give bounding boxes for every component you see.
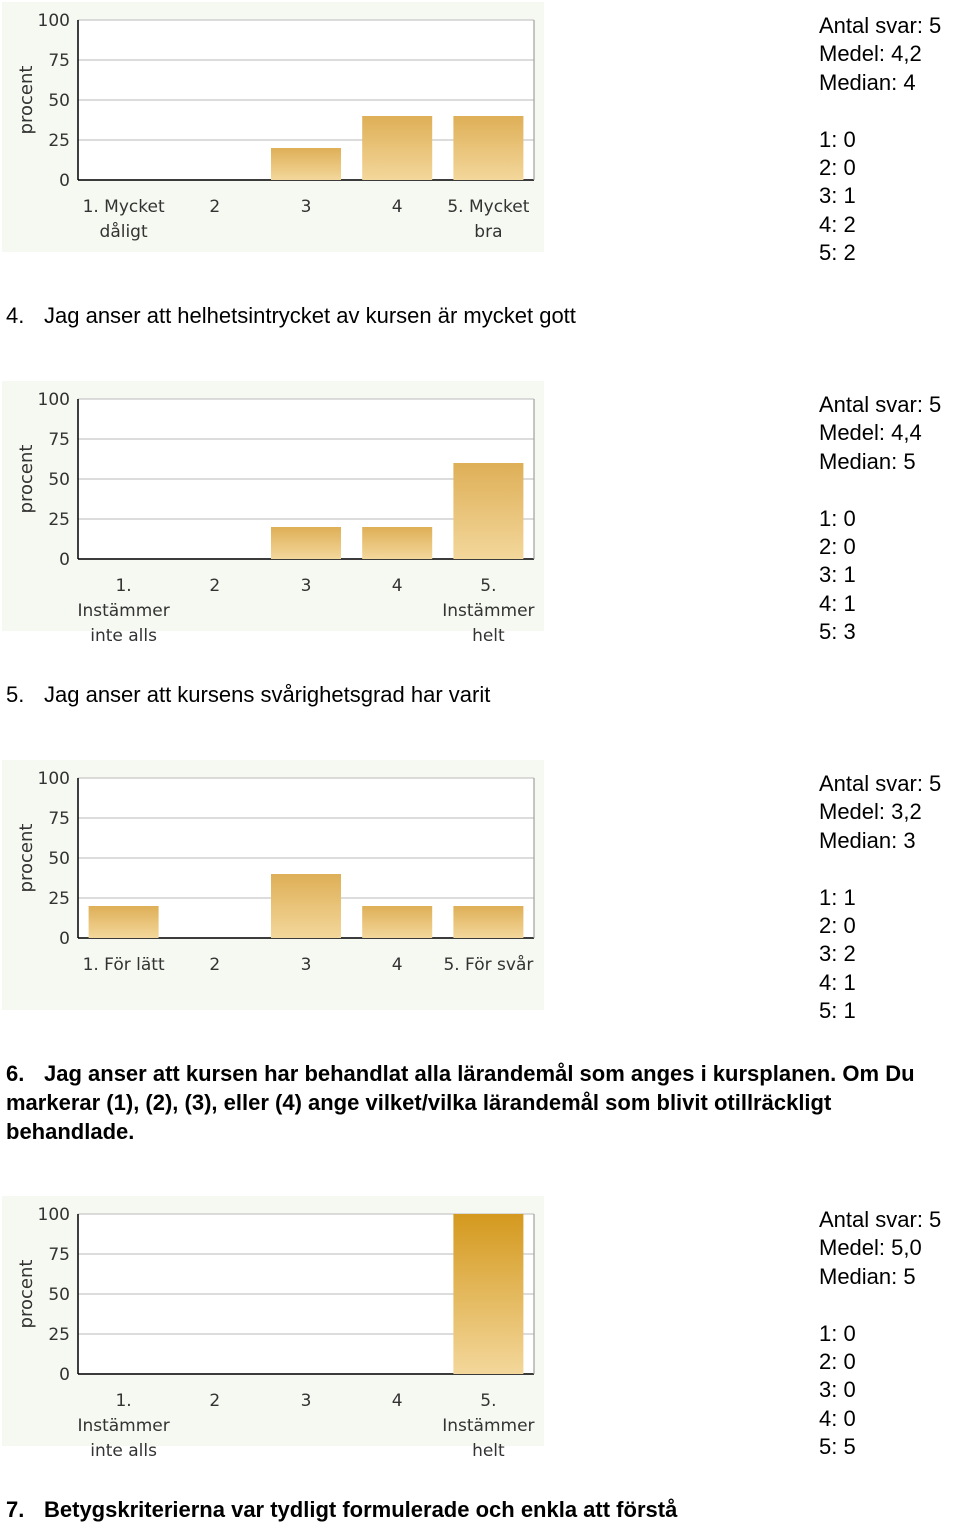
chart-panel-3	[0, 758, 546, 1014]
dist-1: 1: 0	[819, 1320, 856, 1346]
stats-block-2	[819, 391, 941, 647]
antal-svar: Antal svar: 5	[819, 1207, 942, 1232]
x-tick-label: 3	[300, 197, 312, 217]
y-tick-label: 75	[48, 430, 70, 450]
bar	[271, 148, 341, 180]
stats-block-3	[819, 770, 941, 1026]
dist-4: 4: 1	[819, 969, 856, 995]
bar	[89, 906, 159, 938]
medel: Medel: 3,2	[819, 799, 922, 825]
x-tick-label: helt	[472, 626, 505, 646]
bar	[362, 527, 432, 559]
x-tick-label: Instämmer	[442, 601, 535, 621]
bar-chart-4	[0, 1194, 546, 1461]
chart-panel-4	[0, 1194, 546, 1461]
x-tick-label: 2	[209, 197, 221, 217]
question-6	[6, 1059, 962, 1146]
bar-chart-2	[0, 379, 546, 646]
y-tick-label: 100	[37, 769, 70, 789]
stats-block-1	[819, 12, 941, 268]
x-tick-label: Instämmer	[77, 601, 170, 621]
x-tick-label: 4	[391, 1391, 403, 1411]
dist-4: 4: 1	[819, 590, 856, 616]
y-tick-label: 100	[37, 11, 70, 31]
medel: Medel: 5,0	[819, 1235, 922, 1261]
dist-3: 3: 0	[819, 1377, 856, 1403]
medel: Medel: 4,4	[819, 420, 922, 446]
median: Median: 5	[819, 1263, 916, 1289]
question-number: 7.	[6, 1497, 25, 1522]
question-text: Betygskriterierna var tydligt formulerade och enkla att förstå	[44, 1497, 678, 1522]
x-tick-label: 2	[209, 1391, 221, 1411]
y-tick-label: 50	[48, 470, 70, 490]
dist-3: 3: 1	[819, 562, 856, 588]
bar	[453, 1214, 523, 1374]
bar	[453, 906, 523, 938]
x-tick-label: bra	[474, 222, 503, 242]
x-tick-label: 2	[209, 955, 221, 975]
bar-chart-1	[0, 0, 546, 256]
median: Median: 4	[819, 69, 916, 95]
dist-1: 1: 0	[819, 126, 856, 152]
bar	[271, 874, 341, 938]
x-tick-label: 1.	[115, 576, 132, 596]
x-tick-label: 1. För lätt	[82, 955, 165, 975]
y-axis-label: procent	[16, 1259, 37, 1329]
x-tick-label: 1. Mycket	[82, 197, 165, 217]
question-5	[6, 680, 490, 709]
bar	[271, 527, 341, 559]
dist-2: 2: 0	[819, 913, 856, 939]
x-tick-label: inte alls	[90, 1441, 157, 1461]
question-text: Jag anser att kursens svårighetsgrad har varit	[44, 682, 491, 707]
question-4	[6, 301, 576, 330]
x-tick-label: 3	[300, 576, 312, 596]
x-tick-label: 2	[209, 576, 221, 596]
bar	[362, 116, 432, 180]
question-number: 5.	[6, 682, 25, 707]
x-tick-label: 4	[391, 955, 403, 975]
dist-1: 1: 0	[819, 505, 856, 531]
y-tick-label: 0	[59, 171, 70, 191]
x-tick-label: 5. Mycket	[447, 197, 530, 217]
x-tick-label: Instämmer	[442, 1416, 535, 1436]
question-text: Jag anser att helhetsintrycket av kursen är mycket gott	[44, 303, 576, 328]
x-tick-label: 1.	[115, 1391, 132, 1411]
y-tick-label: 0	[59, 929, 70, 949]
medel: Medel: 4,2	[819, 41, 922, 67]
dist-4: 4: 0	[819, 1405, 856, 1431]
bar	[362, 906, 432, 938]
dist-1: 1: 1	[819, 884, 856, 910]
y-tick-label: 0	[59, 1365, 70, 1385]
x-tick-label: dåligt	[99, 222, 148, 242]
y-tick-label: 75	[48, 51, 70, 71]
dist-4: 4: 2	[819, 211, 856, 237]
dist-2: 2: 0	[819, 1349, 856, 1375]
dist-5: 5: 1	[819, 998, 856, 1024]
bar-chart-3	[0, 758, 546, 1014]
dist-5: 5: 2	[819, 240, 856, 266]
dist-2: 2: 0	[819, 155, 856, 181]
y-tick-label: 100	[37, 390, 70, 410]
y-axis-label: procent	[16, 444, 37, 514]
antal-svar: Antal svar: 5	[819, 771, 942, 796]
x-tick-label: inte alls	[90, 626, 157, 646]
antal-svar: Antal svar: 5	[819, 13, 942, 38]
x-tick-label: Instämmer	[77, 1416, 170, 1436]
x-tick-label: 5. För svår	[443, 955, 534, 975]
x-tick-label: 5.	[480, 1391, 497, 1411]
dist-2: 2: 0	[819, 534, 856, 560]
y-axis-label: procent	[16, 823, 37, 893]
y-tick-label: 50	[48, 1285, 70, 1305]
x-tick-label: 3	[300, 1391, 312, 1411]
question-number: 4.	[6, 303, 25, 328]
y-tick-label: 100	[37, 1205, 70, 1225]
bar	[453, 463, 523, 559]
question-7	[6, 1495, 677, 1524]
y-tick-label: 75	[48, 1245, 70, 1265]
chart-panel-1	[0, 0, 546, 256]
question-text: Jag anser att kursen har behandlat alla lärandemål som anges i kursplanen. Om Du markerar (1), (2), (3), eller (4) ange vilket/vilka lärandemål som blivit otillräckligt behandlade.	[6, 1061, 915, 1144]
x-tick-label: 4	[391, 576, 403, 596]
x-tick-label: 4	[391, 197, 403, 217]
y-tick-label: 50	[48, 849, 70, 869]
x-tick-label: 3	[300, 955, 312, 975]
y-tick-label: 25	[48, 131, 70, 151]
bar	[453, 116, 523, 180]
dist-3: 3: 2	[819, 941, 856, 967]
y-tick-label: 25	[48, 1325, 70, 1345]
median: Median: 5	[819, 448, 916, 474]
y-tick-label: 25	[48, 889, 70, 909]
x-tick-label: helt	[472, 1441, 505, 1461]
y-tick-label: 0	[59, 550, 70, 570]
chart-panel-2	[0, 379, 546, 646]
median: Median: 3	[819, 827, 916, 853]
stats-block-4	[819, 1206, 941, 1462]
y-axis-label: procent	[16, 65, 37, 135]
dist-3: 3: 1	[819, 183, 856, 209]
antal-svar: Antal svar: 5	[819, 392, 942, 417]
dist-5: 5: 3	[819, 619, 856, 645]
question-number: 6.	[6, 1061, 25, 1086]
dist-5: 5: 5	[819, 1434, 856, 1460]
y-tick-label: 50	[48, 91, 70, 111]
y-tick-label: 75	[48, 809, 70, 829]
y-tick-label: 25	[48, 510, 70, 530]
x-tick-label: 5.	[480, 576, 497, 596]
